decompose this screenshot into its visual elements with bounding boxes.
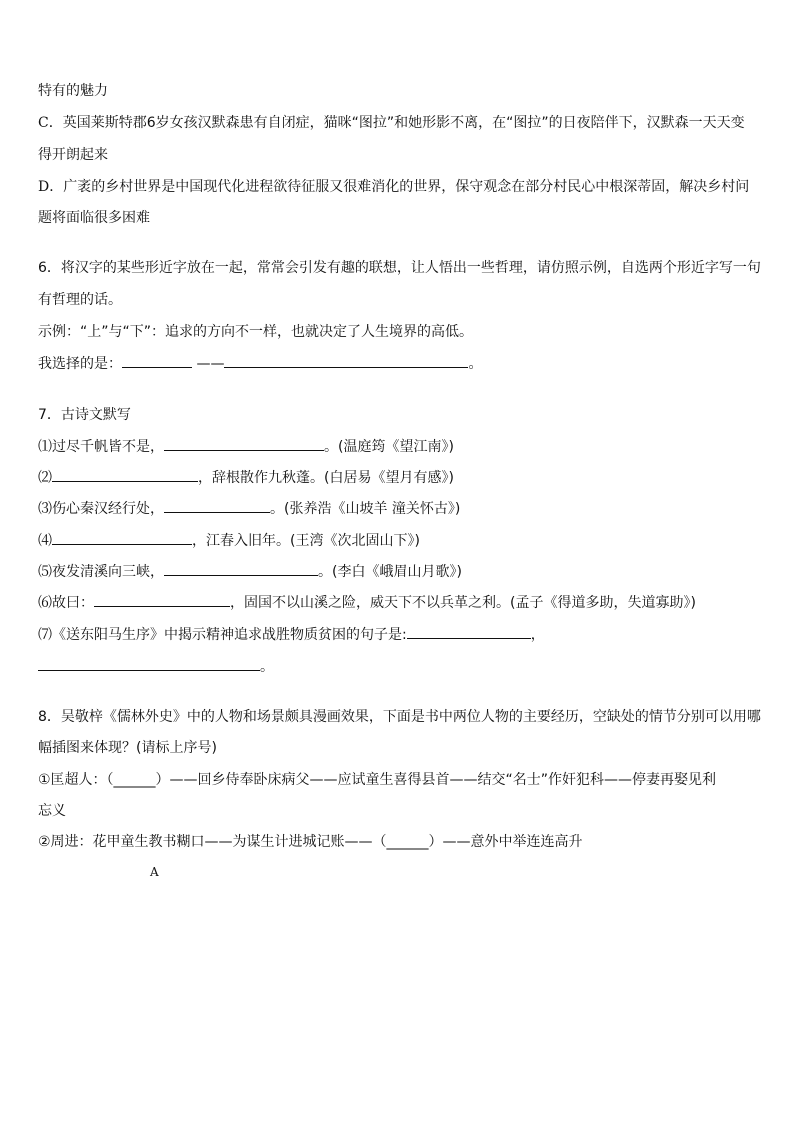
q8-item-2: ②周进：花甲童生教书糊口——为谋生计进城记账——（______）——意外中举连连高升 xyxy=(38,834,583,850)
q8-stem-line2: 幅插图来体现？(请标上序号) xyxy=(38,740,217,756)
q7-item-7-blank[interactable] xyxy=(407,624,531,639)
q7-item-7 xyxy=(38,624,545,645)
q6-blank-chars[interactable] xyxy=(122,353,192,368)
q6-choice-end: 。 xyxy=(468,356,483,372)
q6-choice-prefix: 我选择的是： xyxy=(38,356,122,372)
q7-item-7-pre: ⑺《送东阳马生序》中揭示精神追求战胜物质贫困的句子是: xyxy=(38,627,407,643)
q7-item-1-post: 。(温庭筠《望江南》) xyxy=(324,439,454,455)
q8-stem-line1: 8．吴敬梓《儒林外史》中的人物和场景颇具漫画效果，下面是书中两位人物的主要经历，空缺处的情节分别可以用哪 xyxy=(38,709,761,725)
q7-item-2-pre: ⑵ xyxy=(38,470,52,486)
q7-item-2-blank[interactable] xyxy=(52,467,198,482)
q7-item-7-cont xyxy=(38,656,274,677)
q7-item-5 xyxy=(38,561,462,582)
q7-item-6-pre: ⑹故曰： xyxy=(38,595,94,611)
option-c-label: C． xyxy=(38,115,63,131)
q7-item-6-post: ，固国不以山溪之险，威天下不以兵革之利。(孟子《得道多助，失道寡助》) xyxy=(230,595,696,611)
q7-item-6 xyxy=(38,592,696,613)
q7-item-3-post: 。(张养浩《山坡羊 潼关怀古》) xyxy=(270,501,461,517)
q7-item-1 xyxy=(38,436,454,457)
q7-item-2-post: ，辞根散作九秋蓬。(白居易《望月有感》) xyxy=(198,470,454,486)
option-d-line1 xyxy=(38,177,749,197)
q6-answer-line xyxy=(38,353,482,374)
option-d-text: 广袤的乡村世界是中国现代化进程欲待征服又很难消化的世界，保守观念在部分村民心中根深蒂固，解决乡村问 xyxy=(63,179,750,195)
q7-item-2 xyxy=(38,467,454,488)
q8-item-1-line2: 忘义 xyxy=(38,803,66,819)
q7-item-4 xyxy=(38,530,420,551)
q7-item-6-blank[interactable] xyxy=(94,592,230,607)
option-c-text: 英国莱斯特郡6岁女孩汉默森患有自闭症，猫咪“图拉”和她形影不离，在“图拉”的日夜陪伴下，汉默森一天天变 xyxy=(62,115,745,131)
q7-item-3 xyxy=(38,498,460,519)
option-d-line2: 题将面临很多困难 xyxy=(38,210,150,226)
q7-item-5-blank[interactable] xyxy=(164,561,318,576)
option-c-line1 xyxy=(38,113,745,133)
q7-title: 7．古诗文默写 xyxy=(38,407,131,423)
q7-item-1-blank[interactable] xyxy=(164,436,324,451)
q7-item-4-blank[interactable] xyxy=(52,530,192,545)
q8-item-1-line1: ①匡超人：（______）——回乡侍奉卧床病父——应试童生喜得县首——结交“名士”作奸犯科——停妻再娶见利 xyxy=(38,772,717,788)
q7-item-1-pre: ⑴过尽千帆皆不是， xyxy=(38,439,164,455)
image-label-a: A xyxy=(150,865,159,879)
q6-example: 示例：“上”与“下”：追求的方向不一样，也就决定了人生境界的高低。 xyxy=(38,324,474,340)
q6-stem-line2: 有哲理的话。 xyxy=(38,292,122,308)
q7-item-5-post: 。(李白《峨眉山月歌》) xyxy=(318,564,462,580)
q7-item-7-blank-2[interactable] xyxy=(38,656,260,671)
option-c-line2: 得开朗起来 xyxy=(38,147,108,163)
q7-item-7-end: 。 xyxy=(260,659,274,675)
q6-choice-sep: —— xyxy=(196,356,225,372)
q7-item-3-blank[interactable] xyxy=(164,498,270,513)
q7-item-3-pre: ⑶伤心秦汉经行处， xyxy=(38,501,164,517)
q7-item-4-pre: ⑷ xyxy=(38,533,52,549)
q6-blank-sentence[interactable] xyxy=(224,353,468,368)
q5-line-end: 特有的魅力 xyxy=(38,83,108,99)
q7-item-4-post: ，江春入旧年。(王湾《次北固山下》) xyxy=(192,533,420,549)
q7-item-5-pre: ⑸夜发清溪向三峡， xyxy=(38,564,164,580)
q7-item-7-post: ， xyxy=(530,627,545,643)
option-d-label: D． xyxy=(38,179,64,195)
q6-stem-line1: 6．将汉字的某些形近字放在一起，常常会引发有趣的联想，让人悟出一些哲理，请仿照示例，自选两个形近字写一句 xyxy=(38,260,761,276)
